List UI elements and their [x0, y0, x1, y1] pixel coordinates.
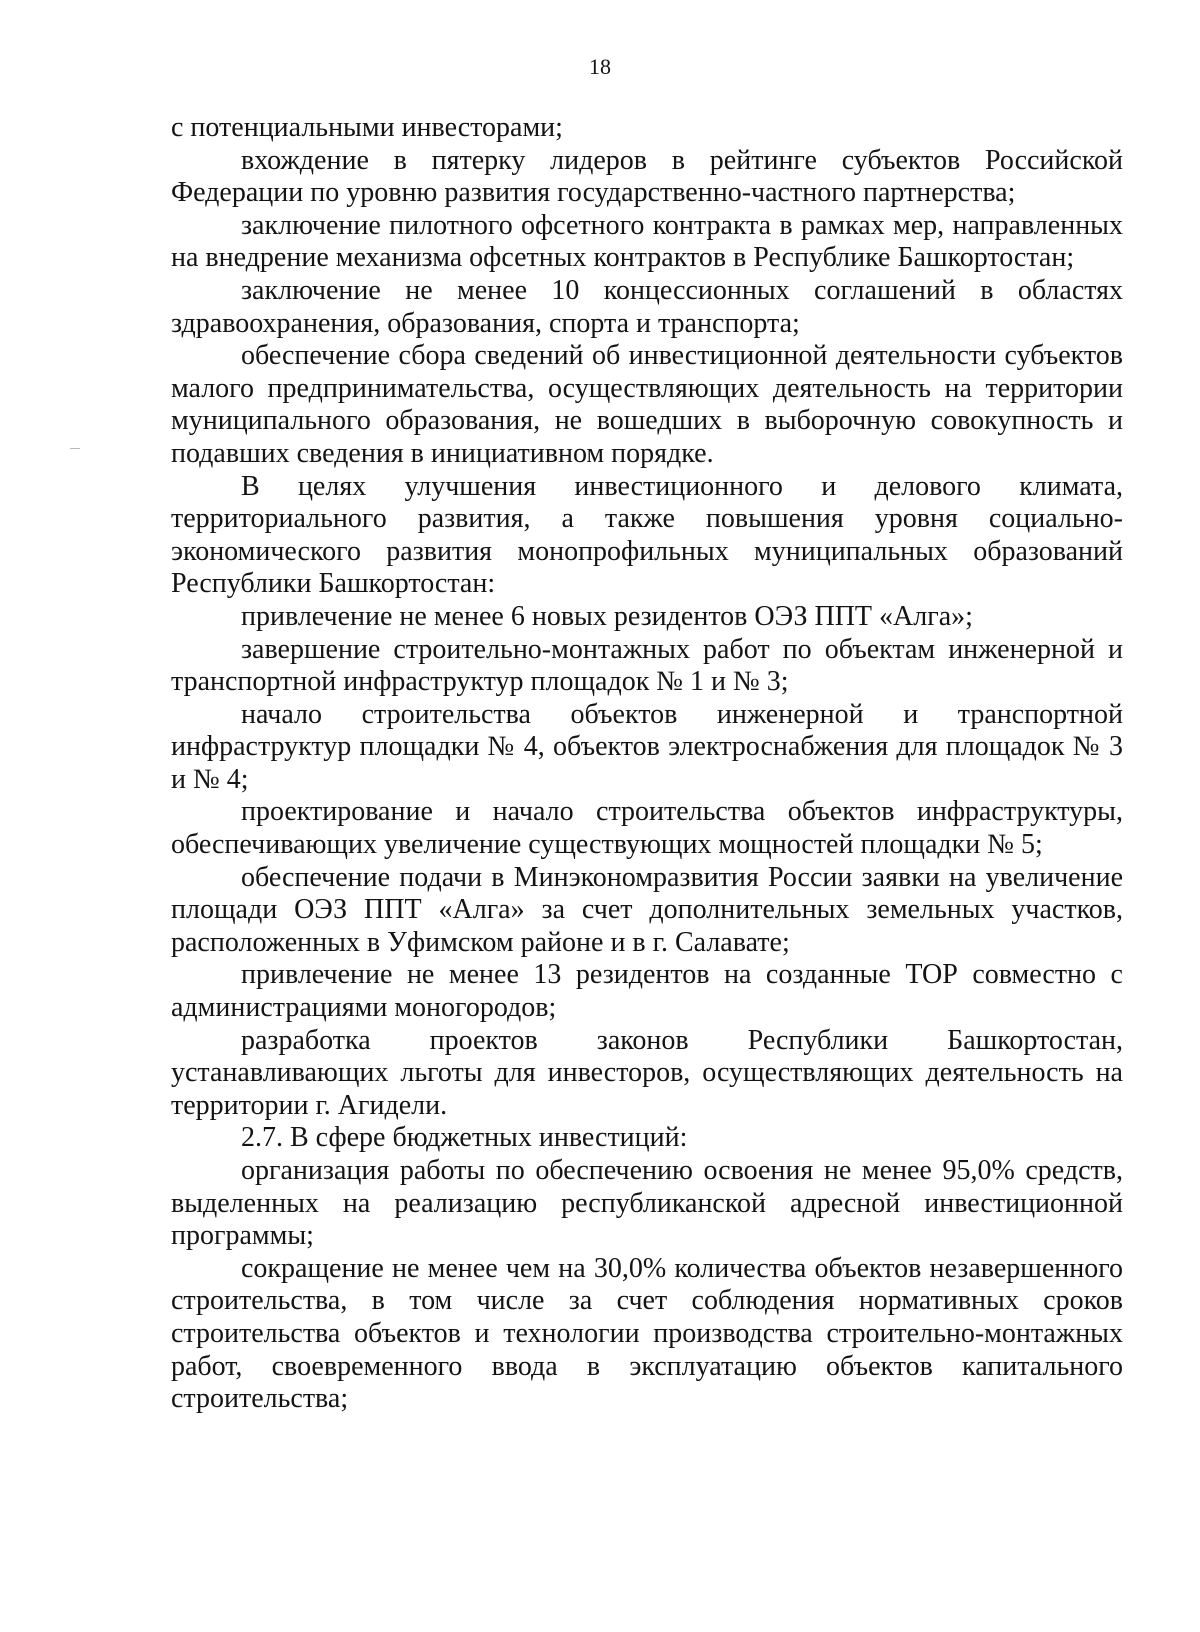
paragraph: разработка проектов законов Республики Башкортостан, устанавливающих льготы для инвесторов, осуществляющих деятельность на территории г. Агидели. — [171, 1024, 1123, 1121]
paragraph: сокращение не менее чем на 30,0% количества объектов незавершенного строительства, в том числе за счет соблюдения нормативных сроков строительства объектов и технологии производства строительно-монтажных работ, своевременного ввода в эксплуатацию объектов капитального строительства; — [171, 1252, 1123, 1415]
section-heading: 2.7. В сфере бюджетных инвестиций: — [241, 1122, 688, 1154]
paragraph: с потенциальными инвесторами; — [171, 112, 563, 143]
page-number: 18 — [589, 54, 611, 79]
paragraph: заключение не менее 10 концессионных соглашений в областях здравоохранения, образования, спорта и транспорта; — [171, 274, 1123, 339]
paragraph: привлечение не менее 6 новых резидентов ОЭЗ ППТ «Алга»; — [241, 600, 973, 632]
paragraph: обеспечение подачи в Минэкономразвития России заявки на увеличение площади ОЭЗ ППТ «Алга» за счет дополнительных земельных участков, расположенных в Уфимском районе и в г. Салавате; — [171, 861, 1123, 958]
paragraph: привлечение не менее 13 резидентов на созданные ТОР совместно с администрациями моногородов; — [171, 959, 1123, 1024]
paragraph: заключение пилотного офсетного контракта в рамках мер, направленных на внедрение механизма офсетных контрактов в Республике Башкортостан; — [171, 209, 1123, 274]
paragraph: завершение строительно-монтажных работ по объектам инженерной и транспортной инфраструктур площадок № 1 и № 3; — [171, 633, 1123, 698]
margin-mark — [70, 448, 80, 449]
paragraph: В целях улучшения инвестиционного и делового климата, территориального развития, а также повышения уровня социально-экономического развития монопрофильных муниципальных образований Республики Башкортостан: — [171, 470, 1123, 600]
document-body — [171, 112, 1123, 1416]
paragraph: организация работы по обеспечению освоения не менее 95,0% средств, выделенных на реализацию республиканской адресной инвестиционной программы; — [171, 1155, 1123, 1252]
paragraph: проектирование и начало строительства объектов инфраструктуры, обеспечивающих увеличение существующих мощностей площадки № 5; — [171, 796, 1123, 861]
paragraph: обеспечение сбора сведений об инвестиционной деятельности субъектов малого предпринимательства, осуществляющих деятельность на территории муниципального образования, не вошедших в выборочную совокупность и подавших сведения в инициативном порядке. — [171, 340, 1123, 469]
paragraph: вхождение в пятерку лидеров в рейтинге субъектов Российской Федерации по уровню развития государственно-частного партнерства; — [171, 144, 1123, 209]
paragraph: начало строительства объектов инженерной и транспортной инфраструктур площадки № 4, объектов электроснабжения для площадок № 3 и № 4; — [171, 698, 1123, 795]
